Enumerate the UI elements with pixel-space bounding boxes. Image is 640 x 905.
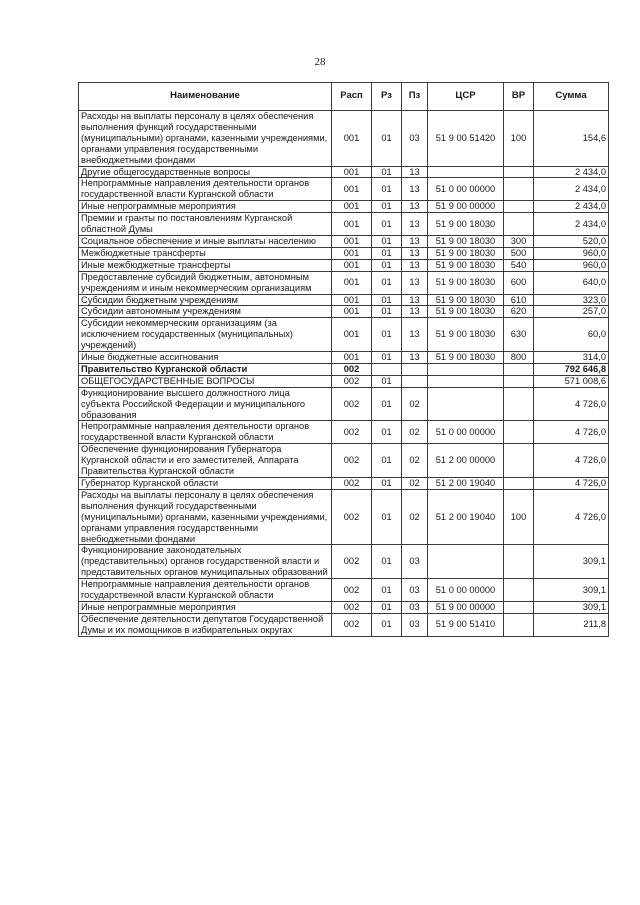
cell-csr: 51 9 00 51420 xyxy=(428,111,504,167)
cell-sum: 314,0 xyxy=(534,352,609,364)
cell-sum: 309,1 xyxy=(534,579,609,602)
cell-csr: 51 9 00 18030 xyxy=(428,271,504,294)
cell-pz: 03 xyxy=(402,601,428,613)
cell-rasp: 002 xyxy=(332,613,372,636)
cell-vr xyxy=(504,478,534,490)
cell-csr: 51 9 00 18030 xyxy=(428,247,504,259)
cell-csr: 51 9 00 18030 xyxy=(428,294,504,306)
cell-vr: 300 xyxy=(504,235,534,247)
cell-rz: 01 xyxy=(372,306,402,318)
cell-csr: 51 0 00 00000 xyxy=(428,178,504,201)
cell-pz: 13 xyxy=(402,294,428,306)
cell-name: Функционирование законодательных (представительных) органов государственной власти и представительных органов муниципальных образований xyxy=(79,545,332,579)
cell-rasp: 002 xyxy=(332,375,372,387)
header-name: Наименование xyxy=(79,83,332,111)
cell-name: Функционирование высшего должностного лица субъекта Российской Федерации и муниципального образования xyxy=(79,387,332,421)
table-row xyxy=(79,259,609,271)
cell-vr xyxy=(504,545,534,579)
table-row xyxy=(79,318,609,352)
cell-rz: 01 xyxy=(372,235,402,247)
cell-name: Предоставление субсидий бюджетным, автономным учреждениям и иным некоммерческим организациям xyxy=(79,271,332,294)
cell-csr xyxy=(428,375,504,387)
cell-name: Иные межбюджетные трансферты xyxy=(79,259,332,271)
cell-rasp: 001 xyxy=(332,166,372,178)
cell-sum: 154,6 xyxy=(534,111,609,167)
table-row xyxy=(79,247,609,259)
cell-sum: 4 726,0 xyxy=(534,387,609,421)
cell-sum: 960,0 xyxy=(534,259,609,271)
cell-rz: 01 xyxy=(372,178,402,201)
cell-vr: 800 xyxy=(504,352,534,364)
cell-rasp: 001 xyxy=(332,306,372,318)
cell-rasp: 002 xyxy=(332,444,372,478)
cell-rasp: 001 xyxy=(332,178,372,201)
cell-pz: 13 xyxy=(402,235,428,247)
cell-csr xyxy=(428,545,504,579)
cell-sum: 2 434,0 xyxy=(534,166,609,178)
cell-vr xyxy=(504,601,534,613)
cell-sum: 309,1 xyxy=(534,545,609,579)
table-row xyxy=(79,178,609,201)
cell-rz: 01 xyxy=(372,375,402,387)
table-row xyxy=(79,213,609,236)
cell-name: Иные непрограммные мероприятия xyxy=(79,601,332,613)
cell-vr xyxy=(504,444,534,478)
cell-pz: 02 xyxy=(402,489,428,545)
table-row xyxy=(79,387,609,421)
budget-table xyxy=(78,82,609,637)
cell-pz: 13 xyxy=(402,247,428,259)
cell-vr: 600 xyxy=(504,271,534,294)
cell-csr xyxy=(428,387,504,421)
cell-sum: 4 726,0 xyxy=(534,444,609,478)
cell-rasp: 001 xyxy=(332,318,372,352)
cell-csr: 51 9 00 18030 xyxy=(428,235,504,247)
cell-rz: 01 xyxy=(372,201,402,213)
cell-sum: 571 008,6 xyxy=(534,375,609,387)
cell-vr xyxy=(504,178,534,201)
cell-rasp: 001 xyxy=(332,247,372,259)
cell-name: Губернатор Курганской области xyxy=(79,478,332,490)
cell-name: Расходы на выплаты персоналу в целях обеспечения выполнения функций государственными (муниципальными) органами, казенными учреждениями, органами управления государственными внебюджетными фондами xyxy=(79,111,332,167)
cell-name: Иные бюджетные ассигнования xyxy=(79,352,332,364)
cell-sum: 4 726,0 xyxy=(534,489,609,545)
table-row xyxy=(79,545,609,579)
cell-sum: 60,0 xyxy=(534,318,609,352)
cell-vr xyxy=(504,375,534,387)
cell-rz xyxy=(372,363,402,375)
cell-csr: 51 9 00 00000 xyxy=(428,601,504,613)
cell-rasp: 002 xyxy=(332,421,372,444)
cell-vr xyxy=(504,387,534,421)
cell-rasp: 001 xyxy=(332,271,372,294)
cell-rz: 01 xyxy=(372,318,402,352)
cell-name: Непрограммные направления деятельности органов государственной власти Курганской области xyxy=(79,421,332,444)
cell-pz: 13 xyxy=(402,271,428,294)
table-row xyxy=(79,111,609,167)
cell-rz: 01 xyxy=(372,613,402,636)
table-row xyxy=(79,489,609,545)
header-sum: Сумма xyxy=(534,83,609,111)
cell-vr xyxy=(504,363,534,375)
cell-vr: 620 xyxy=(504,306,534,318)
cell-sum: 960,0 xyxy=(534,247,609,259)
cell-name: Субсидии автономным учреждениям xyxy=(79,306,332,318)
cell-vr xyxy=(504,613,534,636)
cell-pz xyxy=(402,363,428,375)
cell-vr: 100 xyxy=(504,111,534,167)
header-rasp: Расп xyxy=(332,83,372,111)
cell-csr xyxy=(428,363,504,375)
page-number: 28 xyxy=(314,56,326,68)
header-pz: Пз xyxy=(402,83,428,111)
cell-sum: 309,1 xyxy=(534,601,609,613)
cell-csr: 51 0 00 00000 xyxy=(428,421,504,444)
cell-sum: 2 434,0 xyxy=(534,201,609,213)
cell-csr: 51 9 00 18030 xyxy=(428,306,504,318)
cell-name: Социальное обеспечение и иные выплаты населению xyxy=(79,235,332,247)
cell-csr: 51 9 00 18030 xyxy=(428,259,504,271)
cell-rasp: 002 xyxy=(332,545,372,579)
cell-rz: 01 xyxy=(372,478,402,490)
cell-rasp: 001 xyxy=(332,213,372,236)
cell-rasp: 002 xyxy=(332,601,372,613)
header-vr: ВР xyxy=(504,83,534,111)
table-row xyxy=(79,352,609,364)
cell-pz: 03 xyxy=(402,579,428,602)
cell-pz: 13 xyxy=(402,178,428,201)
cell-vr: 630 xyxy=(504,318,534,352)
cell-csr: 51 9 00 00000 xyxy=(428,201,504,213)
cell-name: Субсидии бюджетным учреждениям xyxy=(79,294,332,306)
cell-name: Межбюджетные трансферты xyxy=(79,247,332,259)
cell-csr: 51 2 00 19040 xyxy=(428,489,504,545)
table-row xyxy=(79,579,609,602)
cell-pz: 13 xyxy=(402,352,428,364)
cell-sum: 4 726,0 xyxy=(534,478,609,490)
cell-csr: 51 2 00 19040 xyxy=(428,478,504,490)
table-row xyxy=(79,363,609,375)
table-row xyxy=(79,613,609,636)
cell-pz: 13 xyxy=(402,166,428,178)
cell-rz: 01 xyxy=(372,352,402,364)
table-row xyxy=(79,306,609,318)
cell-vr xyxy=(504,201,534,213)
cell-rasp: 001 xyxy=(332,201,372,213)
cell-name: ОБЩЕГОСУДАРСТВЕННЫЕ ВОПРОСЫ xyxy=(79,375,332,387)
cell-rasp: 002 xyxy=(332,489,372,545)
cell-pz: 02 xyxy=(402,444,428,478)
cell-rz: 01 xyxy=(372,444,402,478)
cell-rz: 01 xyxy=(372,601,402,613)
cell-sum: 2 434,0 xyxy=(534,213,609,236)
cell-pz: 03 xyxy=(402,613,428,636)
cell-name: Другие общегосударственные вопросы xyxy=(79,166,332,178)
table-row xyxy=(79,271,609,294)
cell-vr: 540 xyxy=(504,259,534,271)
cell-name: Обеспечение функционирования Губернатора Курганской области и его заместителей, Аппарата Правительства Курганской области xyxy=(79,444,332,478)
cell-rz: 01 xyxy=(372,111,402,167)
cell-pz: 03 xyxy=(402,545,428,579)
cell-pz: 02 xyxy=(402,478,428,490)
cell-pz: 02 xyxy=(402,387,428,421)
cell-pz: 13 xyxy=(402,213,428,236)
table-header-row xyxy=(79,83,609,111)
table-row xyxy=(79,601,609,613)
cell-rz: 01 xyxy=(372,247,402,259)
cell-rz: 01 xyxy=(372,421,402,444)
cell-pz xyxy=(402,375,428,387)
cell-sum: 323,0 xyxy=(534,294,609,306)
cell-name: Субсидии некоммерческим организациям (за исключением государственных (муниципальных) учреждений) xyxy=(79,318,332,352)
cell-pz: 13 xyxy=(402,306,428,318)
cell-pz: 13 xyxy=(402,201,428,213)
table-row xyxy=(79,201,609,213)
cell-csr: 51 9 00 18030 xyxy=(428,213,504,236)
cell-name: Иные непрограммные мероприятия xyxy=(79,201,332,213)
cell-rasp: 001 xyxy=(332,235,372,247)
table-row xyxy=(79,421,609,444)
cell-rasp: 002 xyxy=(332,478,372,490)
cell-rasp: 002 xyxy=(332,579,372,602)
cell-name: Премии и гранты по постановлениям Курганской областной Думы xyxy=(79,213,332,236)
cell-rz: 01 xyxy=(372,579,402,602)
cell-rz: 01 xyxy=(372,271,402,294)
table-row xyxy=(79,294,609,306)
cell-sum: 640,0 xyxy=(534,271,609,294)
cell-name: Непрограммные направления деятельности органов государственной власти Курганской области xyxy=(79,178,332,201)
cell-vr: 100 xyxy=(504,489,534,545)
cell-rz: 01 xyxy=(372,489,402,545)
cell-pz: 13 xyxy=(402,259,428,271)
cell-vr xyxy=(504,213,534,236)
cell-sum: 520,0 xyxy=(534,235,609,247)
header-rz: Рз xyxy=(372,83,402,111)
cell-rz: 01 xyxy=(372,259,402,271)
cell-rz: 01 xyxy=(372,294,402,306)
cell-rasp: 001 xyxy=(332,352,372,364)
cell-name: Обеспечение деятельности депутатов Государственной Думы и их помощников в избирательных округах xyxy=(79,613,332,636)
table-row xyxy=(79,235,609,247)
cell-csr: 51 0 00 00000 xyxy=(428,579,504,602)
table-row xyxy=(79,444,609,478)
table-row xyxy=(79,166,609,178)
cell-rasp: 001 xyxy=(332,294,372,306)
cell-vr: 610 xyxy=(504,294,534,306)
cell-rasp: 001 xyxy=(332,259,372,271)
cell-rasp: 002 xyxy=(332,363,372,375)
cell-sum: 257,0 xyxy=(534,306,609,318)
cell-pz: 13 xyxy=(402,318,428,352)
table-body xyxy=(79,111,609,637)
cell-name: Расходы на выплаты персоналу в целях обеспечения выполнения функций государственными (муниципальными) органами, казенными учреждениями, органами управления государственными внебюджетными фондами xyxy=(79,489,332,545)
cell-pz: 03 xyxy=(402,111,428,167)
cell-name: Непрограммные направления деятельности органов государственной власти Курганской области xyxy=(79,579,332,602)
cell-rz: 01 xyxy=(372,166,402,178)
cell-sum: 2 434,0 xyxy=(534,178,609,201)
cell-sum: 211,8 xyxy=(534,613,609,636)
cell-sum: 4 726,0 xyxy=(534,421,609,444)
cell-vr xyxy=(504,166,534,178)
cell-rz: 01 xyxy=(372,213,402,236)
cell-csr: 51 2 00 00000 xyxy=(428,444,504,478)
table-row xyxy=(79,375,609,387)
cell-csr xyxy=(428,166,504,178)
cell-pz: 02 xyxy=(402,421,428,444)
cell-rz: 01 xyxy=(372,545,402,579)
cell-csr: 51 9 00 18030 xyxy=(428,318,504,352)
cell-vr xyxy=(504,421,534,444)
cell-rasp: 002 xyxy=(332,387,372,421)
cell-rasp: 001 xyxy=(332,111,372,167)
cell-rz: 01 xyxy=(372,387,402,421)
cell-csr: 51 9 00 51410 xyxy=(428,613,504,636)
cell-csr: 51 9 00 18030 xyxy=(428,352,504,364)
table-row xyxy=(79,478,609,490)
cell-vr xyxy=(504,579,534,602)
header-csr: ЦСР xyxy=(428,83,504,111)
cell-sum: 792 646,8 xyxy=(534,363,609,375)
cell-name: Правительство Курганской области xyxy=(79,363,332,375)
cell-vr: 500 xyxy=(504,247,534,259)
